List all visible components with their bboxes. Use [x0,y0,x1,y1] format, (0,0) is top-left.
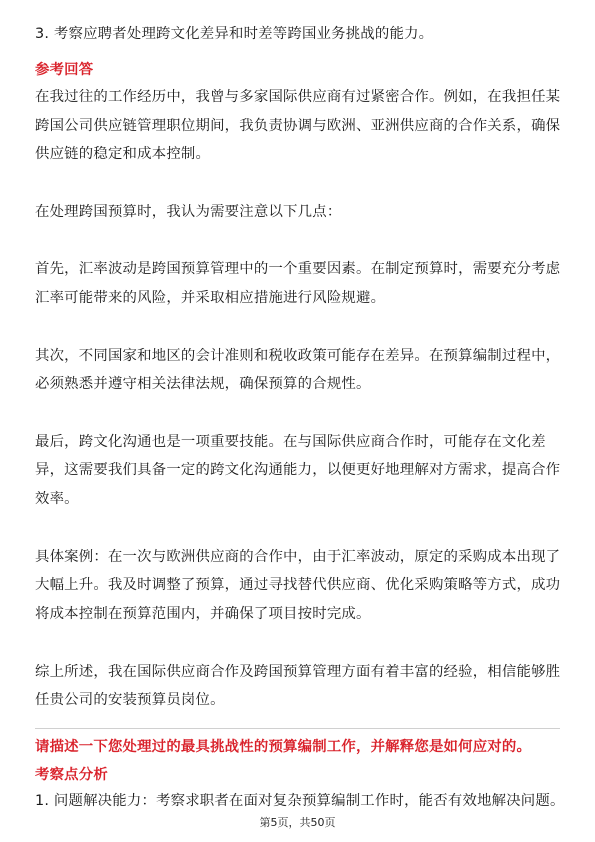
answer-paragraph-6-line-1: 具体案例：在一次与欧洲供应商的合作中，由于汇率波动，原定的采购成本出现了 [35,549,561,565]
answer-paragraph-5-line-2: 异，这需要我们具备一定的跨文化沟通能力，以便更好地理解对方需求，提高合作 [35,462,561,478]
answer-paragraph-7-line-1: 综上所述，我在国际供应商合作及跨国预算管理方面有着丰富的经验，相信能够胜 [35,664,561,680]
answer-paragraph-4-line-1: 其次，不同国家和地区的会计准则和税收政策可能存在差异。在预算编制过程中， [35,348,561,364]
answer-paragraph-6-line-3: 将成本控制在预算范围内，并确保了项目按时完成。 [35,606,371,622]
answer-paragraph-1-line-2: 跨国公司供应链管理职位期间，我负责协调与欧洲、亚洲供应商的合作关系，确保 [35,118,561,134]
answer-paragraph-3-line-1: 首先，汇率波动是跨国预算管理中的一个重要因素。在制定预算时，需要充分考虑 [35,261,561,277]
analysis-heading: 考察点分析 [35,767,108,783]
answer-paragraph-6-line-2: 大幅上升。我及时调整了预算，通过寻找替代供应商、优化采购策略等方式，成功 [35,577,561,593]
analysis-item-1: 1. 问题解决能力：考察求职者在面对复杂预算编制工作时，能否有效地解决问题。 [35,793,565,809]
answer-paragraph-5-line-1: 最后，跨文化沟通也是一项重要技能。在与国际供应商合作时，可能存在文化差 [35,434,546,450]
question-3: 3. 考察应聘者处理跨文化差异和时差等跨国业务挑战的能力。 [35,26,434,42]
answer-paragraph-2: 在处理跨国预算时，我认为需要注意以下几点： [35,204,342,220]
next-question-heading: 请描述一下您处理过的最具挑战性的预算编制工作，并解释您是如何应对的。 [35,739,532,755]
page-indicator: 第5页，共50页 [259,816,336,829]
answer-paragraph-4-line-2: 必须熟悉并遵守相关法律法规，确保预算的合规性。 [35,376,371,392]
section-divider [35,728,560,729]
answer-paragraph-7-line-2: 任贵公司的安装预算员岗位。 [35,692,225,708]
answer-paragraph-1-line-3: 供应链的稳定和成本控制。 [35,146,211,162]
answer-paragraph-3-line-2: 汇率可能带来的风险，并采取相应措施进行风险规避。 [35,290,386,306]
answer-paragraph-1-line-1: 在我过往的工作经历中，我曾与多家国际供应商有过紧密合作。例如，在我担任某 [35,89,561,105]
answer-paragraph-5-line-3: 效率。 [35,491,79,507]
reference-answer-heading: 参考回答 [35,62,94,78]
